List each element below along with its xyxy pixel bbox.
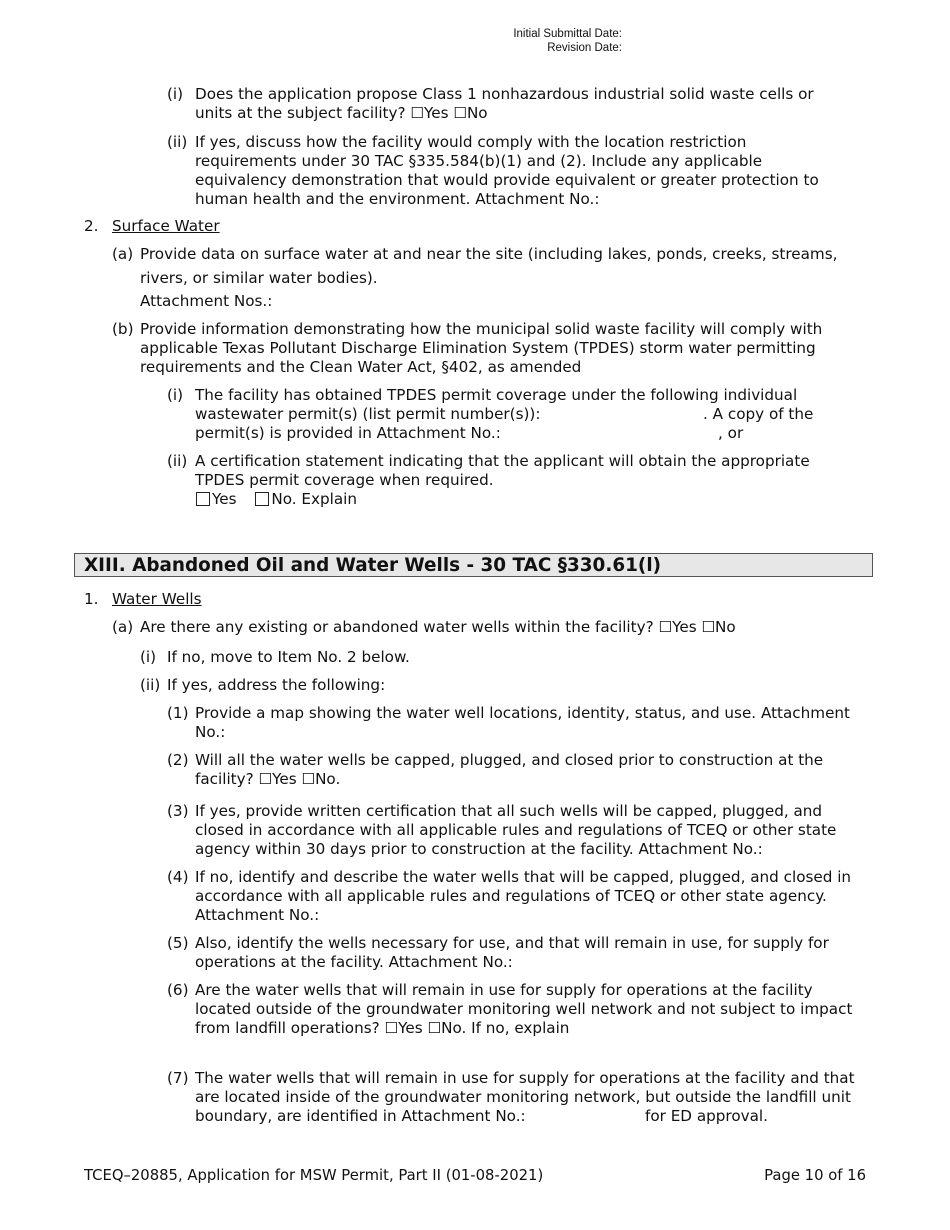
text-line: Does the application propose Class 1 nonhazardous industrial solid waste cells or — [195, 85, 814, 103]
certification-options — [196, 490, 357, 509]
item-marker: (7) — [167, 1069, 189, 1087]
revision-date-label: Revision Date: — [547, 42, 622, 54]
text-line: The facility has obtained TPDES permit coverage under the following individual — [195, 386, 798, 404]
text-line: applicable Texas Pollutant Discharge Elimination System (TPDES) storm water permitting — [140, 339, 816, 357]
section-number: 1. — [84, 590, 99, 608]
text-line: boundary, are identified in Attachment No.: — [195, 1107, 526, 1125]
page-number: Page 10 of 16 — [764, 1167, 866, 1184]
yes-checkbox[interactable] — [196, 492, 210, 506]
text-line: wastewater permit(s) (list permit number(s)): — [195, 405, 541, 423]
text-line: Provide information demonstrating how the municipal solid waste facility will comply with — [140, 320, 823, 338]
text-line: rivers, or similar water bodies). — [140, 269, 378, 287]
text-line: human health and the environment. Attachment No.: — [195, 190, 600, 208]
text-line: units at the subject facility? ☐Yes ☐No — [195, 104, 488, 122]
initial-submittal-date-label: Initial Submittal Date: — [513, 28, 622, 40]
item-marker: (i) — [140, 648, 157, 666]
text-line: , or — [718, 424, 744, 442]
text-line: If yes, discuss how the facility would comply with the location restriction — [195, 133, 747, 151]
text-line: requirements under 30 TAC §335.584(b)(1) and (2). Include any applicable — [195, 152, 763, 170]
yes-label: Yes — [212, 490, 237, 508]
text-line: closed in accordance with all applicable rules and regulations of TCEQ or other state — [195, 821, 837, 839]
attachment-nos-label: Attachment Nos.: — [140, 292, 273, 310]
text-line: Provide a map showing the water well locations, identity, status, and use. Attachment — [195, 704, 850, 722]
section-header-bar — [74, 553, 873, 577]
text-line: located outside of the groundwater monitoring well network and not subject to impact — [195, 1000, 853, 1018]
water-wells-heading: Water Wells — [112, 590, 202, 608]
text-line: No.: — [195, 723, 226, 741]
form-identifier: TCEQ–20885, Application for MSW Permit, Part II (01-08-2021) — [84, 1167, 544, 1184]
text-line: agency within 30 days prior to construction at the facility. Attachment No.: — [195, 840, 763, 858]
text-line: If yes, address the following: — [167, 676, 386, 694]
text-line: for ED approval. — [645, 1107, 768, 1125]
text-line: If no, identify and describe the water wells that will be capped, plugged, and closed in — [195, 868, 852, 886]
text-line: Provide data on surface water at and near the site (including lakes, ponds, creeks, streams, — [140, 245, 838, 263]
item-marker: (b) — [112, 320, 134, 338]
text-line: equivalency demonstration that would provide equivalent or greater protection to — [195, 171, 819, 189]
text-line: Also, identify the wells necessary for use, and that will remain in use, for supply for — [195, 934, 829, 952]
section-number: 2. — [84, 217, 99, 235]
text-line: facility? ☐Yes ☐No. — [195, 770, 341, 788]
item-marker: (2) — [167, 751, 189, 769]
no-explain-label: No. Explain — [271, 490, 357, 508]
text-line: TPDES permit coverage when required. — [195, 471, 494, 489]
text-line: are located inside of the groundwater monitoring network, but outside the landfill unit — [195, 1088, 851, 1106]
item-marker: (ii) — [167, 452, 188, 470]
item-marker: (5) — [167, 934, 189, 952]
text-line: operations at the facility. Attachment No.: — [195, 953, 513, 971]
text-line: Will all the water wells be capped, plugged, and closed prior to construction at the — [195, 751, 824, 769]
text-line: The water wells that will remain in use for supply for operations at the facility and that — [195, 1069, 855, 1087]
text-line: Are there any existing or abandoned water wells within the facility? ☐Yes ☐No — [140, 618, 736, 636]
item-marker: (ii) — [140, 676, 161, 694]
no-checkbox[interactable] — [255, 492, 269, 506]
item-marker: (6) — [167, 981, 189, 999]
text-line: If yes, provide written certification that all such wells will be capped, plugged, and — [195, 802, 823, 820]
item-marker: (4) — [167, 868, 189, 886]
item-marker: (3) — [167, 802, 189, 820]
text-line: requirements and the Clean Water Act, §402, as amended — [140, 358, 582, 376]
surface-water-heading: Surface Water — [112, 217, 220, 235]
item-marker: (i) — [167, 85, 184, 103]
text-line: If no, move to Item No. 2 below. — [167, 648, 410, 666]
item-marker: (1) — [167, 704, 189, 722]
item-marker: (a) — [112, 618, 134, 636]
text-line: Attachment No.: — [195, 906, 320, 924]
text-line: permit(s) is provided in Attachment No.: — [195, 424, 501, 442]
item-marker: (a) — [112, 245, 134, 263]
text-line: . A copy of the — [703, 405, 814, 423]
text-line: accordance with all applicable rules and regulations of TCEQ or other state agency. — [195, 887, 827, 905]
text-line: from landfill operations? ☐Yes ☐No. If no, explain — [195, 1019, 570, 1037]
section-title: XIII. Abandoned Oil and Water Wells - 30 TAC §330.61(l) — [84, 555, 662, 576]
text-line: Are the water wells that will remain in use for supply for operations at the facility — [195, 981, 813, 999]
text-line: A certification statement indicating that the applicant will obtain the appropriate — [195, 452, 810, 470]
item-marker: (i) — [167, 386, 184, 404]
item-marker: (ii) — [167, 133, 188, 151]
